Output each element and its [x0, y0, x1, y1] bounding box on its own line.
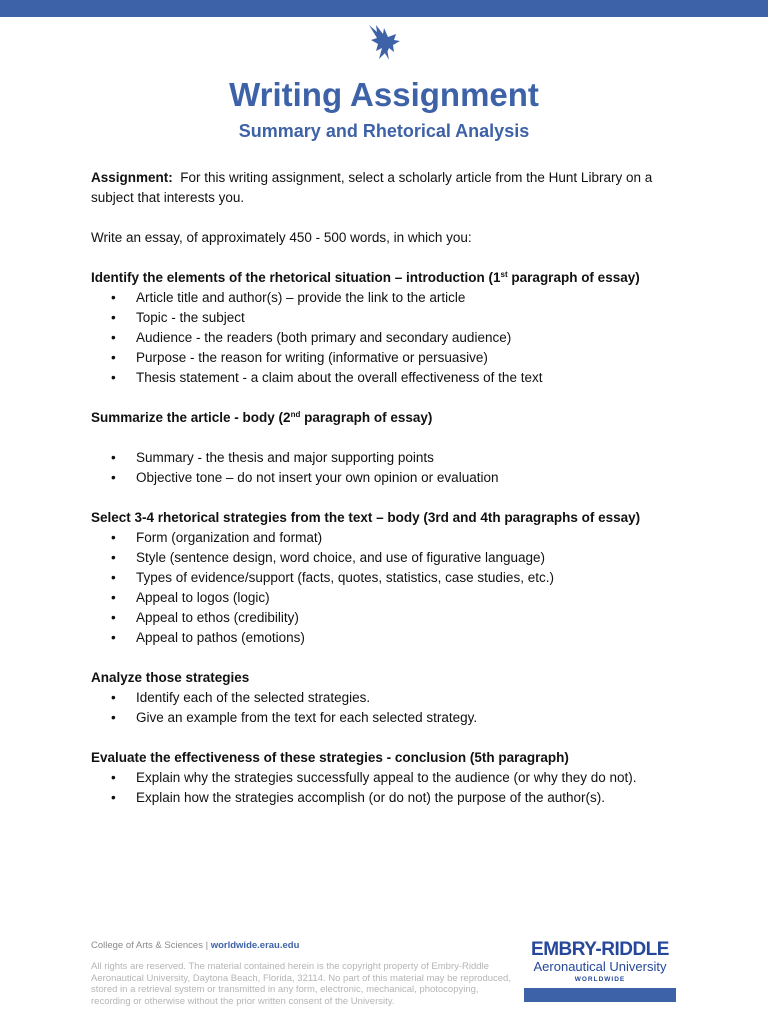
college-name: College of Arts & Sciences |	[91, 940, 209, 951]
footer	[91, 940, 516, 1007]
erau-logo	[524, 940, 676, 1002]
analyze-list	[91, 688, 681, 728]
list-item: • Thesis statement - a claim about the overall effectiveness of the text	[91, 368, 681, 388]
website-link[interactable]: worldwide.erau.edu	[210, 940, 300, 951]
introduction-list	[91, 288, 681, 388]
list-item: • Summary - the thesis and major supporting points	[91, 448, 681, 468]
footer-college-line	[91, 940, 516, 951]
list-item: • Appeal to pathos (emotions)	[91, 628, 681, 648]
list-item: • Purpose - the reason for writing (informative or persuasive)	[91, 348, 681, 368]
list-item: • Give an example from the text for each selected strategy.	[91, 708, 681, 728]
strategies-list	[91, 528, 681, 648]
list-item: • Form (organization and format)	[91, 528, 681, 548]
list-item: • Identify each of the selected strategies.	[91, 688, 681, 708]
list-item: • Topic - the subject	[91, 308, 681, 328]
logo-bar	[524, 988, 676, 1002]
list-item: • Article title and author(s) – provide the link to the article	[91, 288, 681, 308]
logo-name: EMBRY-RIDDLE	[531, 939, 669, 960]
summary-list	[91, 448, 681, 488]
logo-university: Aeronautical University	[533, 959, 667, 974]
section-heading-analyze: Analyze those strategies	[91, 670, 250, 685]
assignment-text: For this writing assignment, select a scholarly article from the Hunt Library on a subject that interests you.	[91, 170, 653, 205]
logo-tagline: WORLDWIDE	[574, 976, 626, 983]
copyright-notice: All rights are reserved. The material contained herein is the copyright property of Embry-Riddle Aeronautical University, Daytona Beach, Florida, 32114. No part of this material may be reproduced, stored in a retrieval system or transmitted in any form, electronic, mechanical, photocopying, recording or otherwise without the prior written consent of the University.	[91, 961, 511, 1007]
section-heading-strategies: Select 3-4 rhetorical strategies from the text – body (3rd and 4th paragraphs of essay)	[91, 510, 641, 525]
essay-instruction: Write an essay, of approximately 450 - 500 words, in which you:	[91, 230, 472, 245]
eagle-logo-icon	[365, 22, 403, 62]
assignment-label: Assignment:	[91, 170, 173, 185]
list-item: • Style (sentence design, word choice, and use of figurative language)	[91, 548, 681, 568]
section-heading-introduction: Identify the elements of the rhetorical situation – introduction (1st paragraph of essay)	[91, 270, 640, 285]
list-item: • Appeal to ethos (credibility)	[91, 608, 681, 628]
list-item: • Objective tone – do not insert your own opinion or evaluation	[91, 468, 681, 488]
assignment-paragraph	[91, 168, 681, 208]
list-item: • Explain how the strategies accomplish (or do not) the purpose of the author(s).	[91, 788, 681, 808]
list-item: • Types of evidence/support (facts, quotes, statistics, case studies, etc.)	[91, 568, 681, 588]
section-heading-evaluate: Evaluate the effectiveness of these strategies - conclusion (5th paragraph)	[91, 750, 569, 765]
page-title: Writing Assignment	[229, 76, 539, 113]
page-subtitle: Summary and Rhetorical Analysis	[238, 121, 530, 141]
list-item: • Explain why the strategies successfully appeal to the audience (or why they do not).	[91, 768, 681, 788]
section-heading-summary: Summarize the article - body (2nd paragraph of essay)	[91, 410, 433, 425]
list-item: • Audience - the readers (both primary and secondary audience)	[91, 328, 681, 348]
list-item: • Appeal to logos (logic)	[91, 588, 681, 608]
assignment-content	[91, 168, 681, 808]
top-banner-bar	[0, 0, 768, 17]
evaluate-list	[91, 768, 681, 808]
